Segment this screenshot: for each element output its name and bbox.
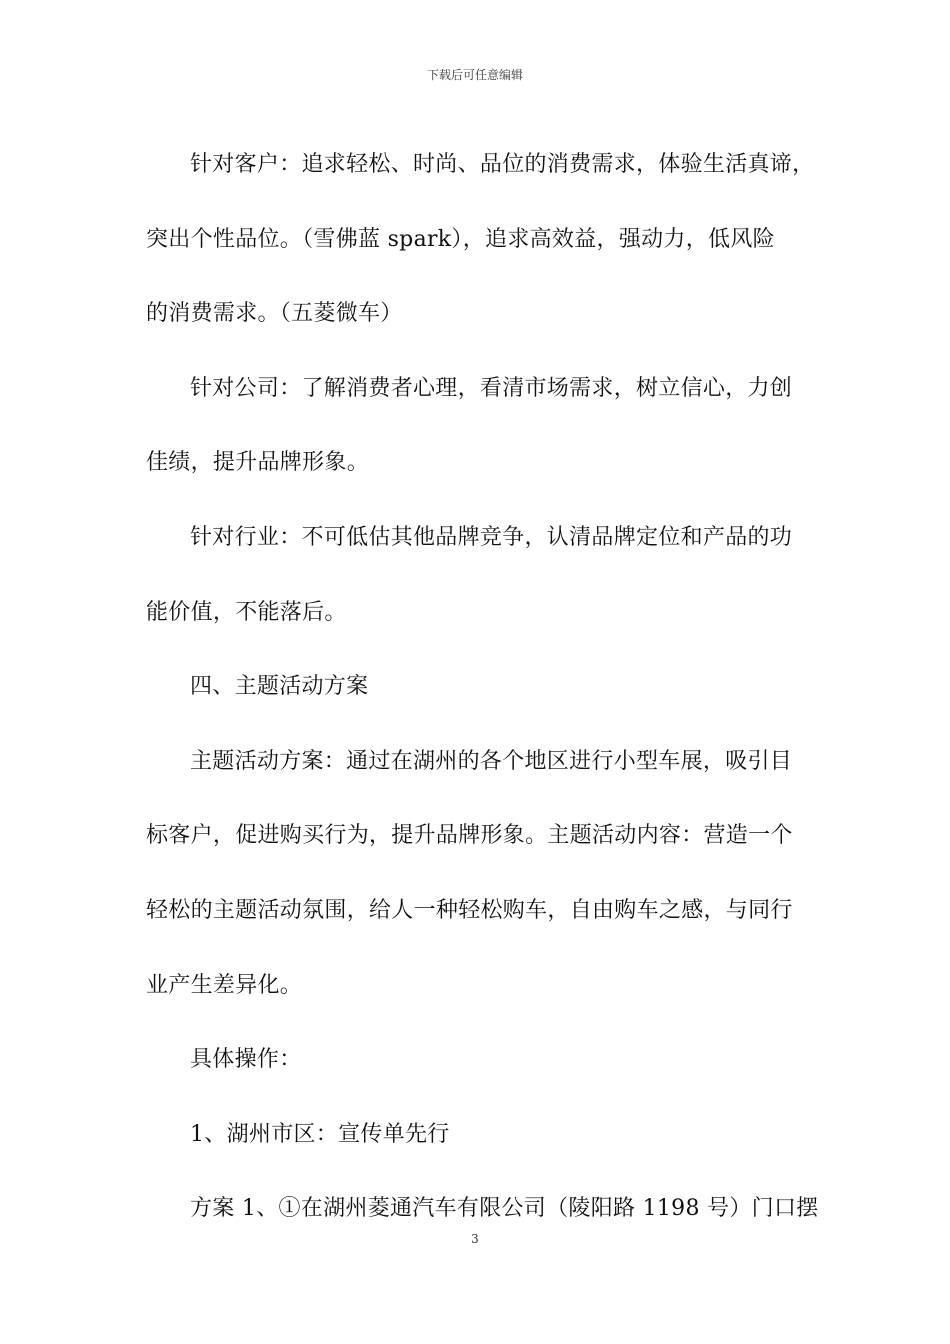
paragraph-line: 1、湖州市区：宣传单先行	[190, 1121, 450, 1147]
paragraph-line: 标客户，促进购买行为，提升品牌形象。主题活动内容：营造一个	[146, 823, 793, 849]
paragraph-line: 针对公司：了解消费者心理，看清市场需求，树立信心，力创	[190, 375, 793, 401]
paragraph-line: 主题活动方案：通过在湖州的各个地区进行小型车展，吸引目	[190, 748, 793, 774]
paragraph-line: 业产生差异化。	[146, 972, 303, 998]
paragraph-line: 具体操作：	[190, 1047, 302, 1073]
paragraph-line: 针对行业：不可低估其他品牌竞争，认清品牌定位和产品的功	[190, 524, 793, 550]
page-number: 3	[471, 1232, 479, 1246]
paragraph-line: 轻松的主题活动氛围，给人一种轻松购车，自由购车之感，与同行	[146, 897, 793, 923]
paragraph-line: 佳绩，提升品牌形象。	[146, 450, 370, 476]
section-heading: 四、主题活动方案	[190, 674, 369, 700]
page-header: 下载后可任意编辑	[426, 68, 523, 82]
paragraph-line: 突出个性品位。（雪佛蓝 spark），追求高效益，强动力，低风险	[146, 226, 775, 252]
document-body	[146, 128, 819, 1247]
paragraph-line: 的消费需求。（五菱微车）	[146, 301, 403, 327]
paragraph-line: 能价值，不能落后。	[146, 599, 347, 625]
paragraph-line: 针对客户：追求轻松、时尚、品位的消费需求，体验生活真谛，	[190, 152, 815, 177]
paragraph-line: 方案 1、①在湖州菱通汽车有限公司（陵阳路 1198 号）门口摆	[190, 1196, 819, 1222]
